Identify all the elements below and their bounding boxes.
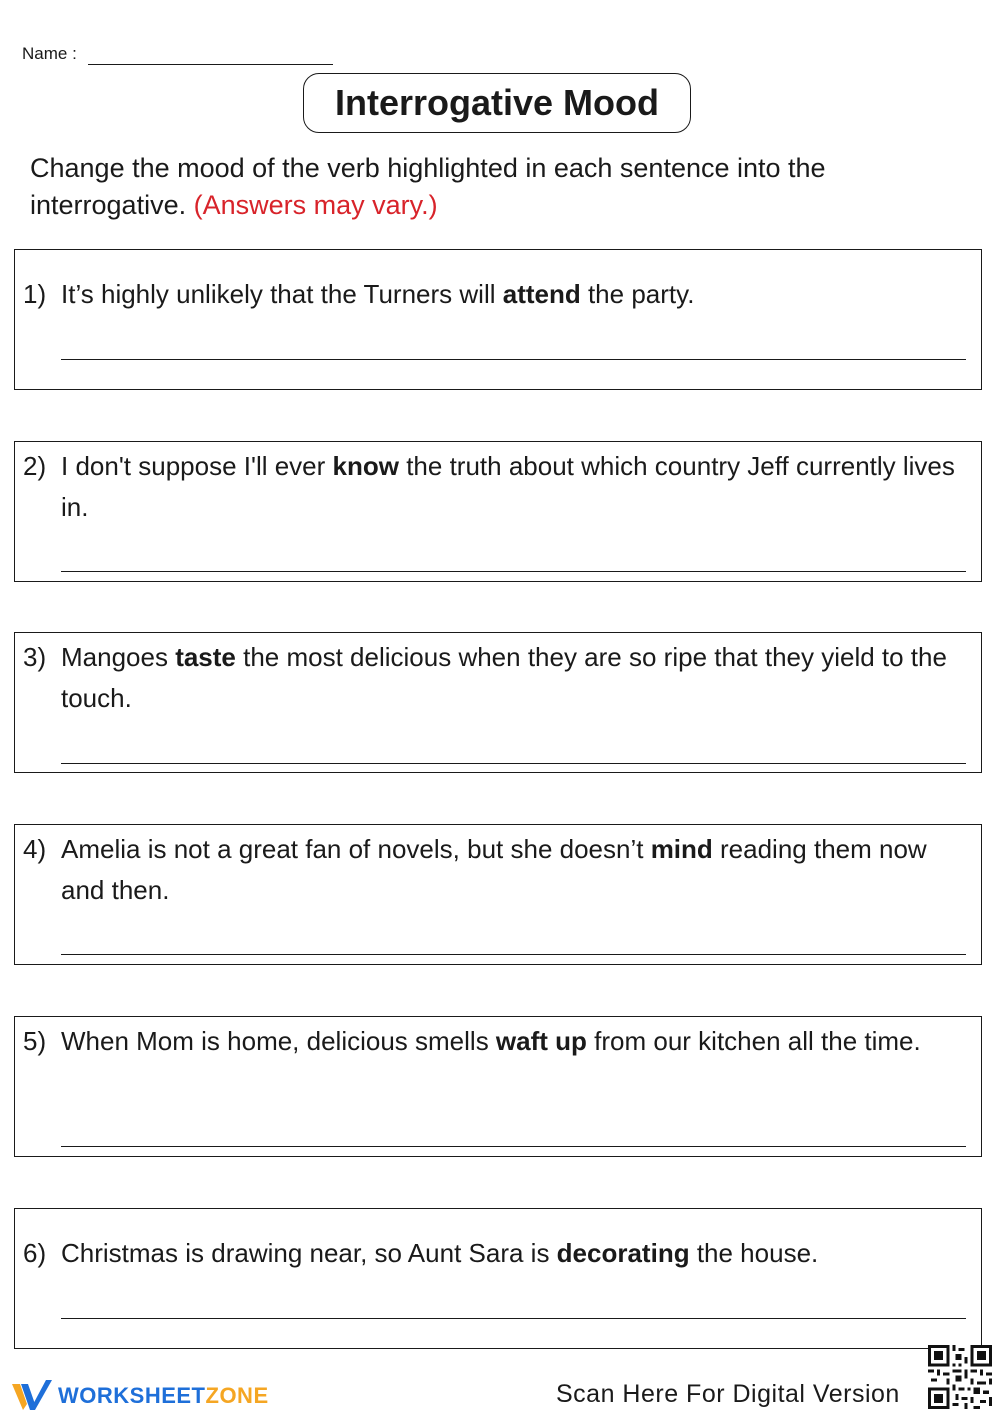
answer-line[interactable]: [61, 763, 966, 764]
page-title: Interrogative Mood: [303, 73, 691, 133]
highlighted-verb: know: [332, 451, 399, 481]
question-number: 2): [23, 451, 47, 481]
question-text-before: When Mom is home, delicious smells: [61, 1026, 496, 1056]
logo-text-worksheet: WORKSHEET: [58, 1383, 206, 1408]
question-number: 5): [23, 1026, 47, 1056]
question-text-after: from our kitchen all the time.: [586, 1026, 921, 1056]
question-text: [61, 637, 961, 719]
instructions-note: (Answers may vary.): [193, 190, 438, 220]
question-text-before: It’s highly unlikely that the Turners will: [61, 279, 503, 309]
question-box-6: [14, 1208, 982, 1349]
question-text: [61, 446, 961, 528]
name-blank-line[interactable]: [88, 64, 333, 65]
answer-line[interactable]: [61, 954, 966, 955]
highlighted-verb: decorating: [556, 1238, 690, 1268]
logo-text-zone: ZONE: [205, 1383, 269, 1408]
logo-text: [58, 1383, 269, 1409]
highlighted-verb: taste: [175, 642, 236, 672]
question-text-after: the most delicious when they are so ripe that they yield to the touch.: [61, 642, 947, 713]
question-text: [61, 274, 961, 315]
answer-line[interactable]: [61, 359, 966, 360]
question-text-before: Christmas is drawing near, so Aunt Sara is: [61, 1238, 557, 1268]
question-text: [61, 1233, 961, 1274]
name-label: Name :: [22, 44, 77, 63]
answer-line[interactable]: [61, 571, 966, 572]
question-box-2: [14, 441, 982, 582]
question-number: 1): [23, 279, 47, 309]
question-number: 3): [23, 642, 47, 672]
question-number: 4): [23, 834, 47, 864]
answer-line[interactable]: [61, 1146, 966, 1147]
question-text-after: the truth about which country Jeff currently lives in.: [61, 451, 955, 522]
worksheetzone-logo[interactable]: [10, 1378, 269, 1414]
highlighted-verb: waft up: [495, 1026, 587, 1056]
question-box-5: [14, 1016, 982, 1157]
question-text-before: Mangoes: [61, 642, 176, 672]
instructions-text: Change the mood of the verb highlighted in each sentence into the interrogative.: [30, 153, 826, 220]
question-text: [61, 1021, 961, 1062]
highlighted-verb: attend: [502, 279, 581, 309]
question-text-before: Amelia is not a great fan of novels, but she doesn’t: [61, 834, 651, 864]
scan-text: Scan Here For Digital Version: [556, 1380, 900, 1408]
question-box-1: [14, 249, 982, 390]
question-number: 6): [23, 1238, 47, 1268]
question-text: [61, 829, 961, 911]
question-text-after: reading them now and then.: [61, 834, 927, 905]
qr-code-icon[interactable]: [928, 1345, 992, 1409]
question-text-before: I don't suppose I'll ever: [61, 451, 333, 481]
question-box-3: [14, 632, 982, 773]
question-text-after: the house.: [689, 1238, 819, 1268]
worksheetzone-w-icon: [10, 1378, 54, 1414]
instructions: [30, 150, 930, 224]
question-text-after: the party.: [580, 279, 695, 309]
highlighted-verb: mind: [650, 834, 713, 864]
question-box-4: [14, 824, 982, 965]
answer-line[interactable]: [61, 1318, 966, 1319]
